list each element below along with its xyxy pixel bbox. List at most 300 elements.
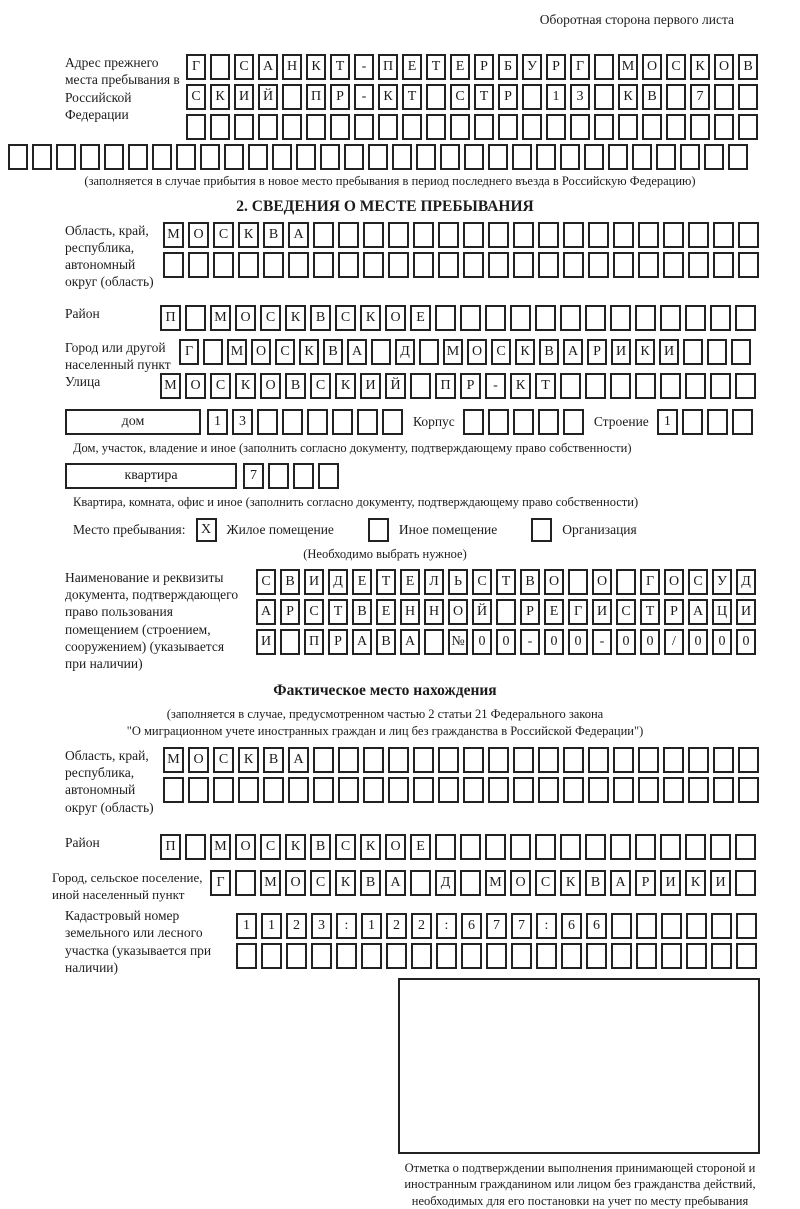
char-cell [488,747,509,773]
char-cell: С [616,599,636,625]
char-cell [735,373,756,399]
char-cell [176,144,196,170]
char-cell [570,114,590,140]
char-cell: К [306,54,326,80]
char-cell [282,409,303,435]
char-cell: П [435,373,456,399]
char-cell: А [352,629,372,655]
char-cell [435,834,456,860]
char-cell [663,777,684,803]
char-cell: С [304,599,324,625]
char-cell [738,747,759,773]
char-cell: 1 [361,913,382,939]
char-cell: Т [376,569,396,595]
char-cell: С [275,339,295,365]
section2-oblast-row-1 [163,222,763,248]
char-cell: Й [472,599,492,625]
char-cell [560,305,581,331]
kvartira-box-label: квартира [65,463,237,489]
char-cell: М [210,305,231,331]
confirmation-stamp-box [398,978,760,1154]
char-cell: Б [498,54,518,80]
char-cell [661,943,682,969]
char-cell [56,144,76,170]
char-cell: В [323,339,343,365]
char-cell: Т [402,84,422,110]
char-cell [738,777,759,803]
char-cell [488,252,509,278]
char-cell [104,144,124,170]
char-cell [163,252,184,278]
char-cell [588,222,609,248]
char-cell [632,144,652,170]
char-cell [485,834,506,860]
char-cell: : [536,913,557,939]
char-cell: Г [640,569,660,595]
char-cell [463,252,484,278]
char-cell: Е [352,569,372,595]
char-cell [613,777,634,803]
char-cell [128,144,148,170]
char-cell [688,777,709,803]
actual-gorod-row [8,870,792,903]
prev-address-label: Адрес прежнего места пребывания в Российской Федерации [65,55,180,122]
char-cell [735,834,756,860]
char-cell: 1 [236,913,257,939]
char-cell [363,252,384,278]
char-cell: 7 [486,913,507,939]
char-cell: О [544,569,564,595]
korpus-label: Корпус [413,414,455,430]
char-cell: Р [635,870,656,896]
char-cell [563,252,584,278]
char-cell: Е [410,305,431,331]
stamp-caption: Отметка о подтверждении выполнения принимающей стороной и иностранным гражданином или лицом без гражданства действий, необходимых для его постановки на учет по месту пребывания [404,1161,756,1208]
char-cell [461,943,482,969]
char-cell [588,252,609,278]
doc-row-2 [256,599,760,625]
char-cell: : [436,913,457,939]
char-cell [426,114,446,140]
char-cell [638,222,659,248]
char-cell [392,144,412,170]
cadastre-row-1 [236,913,761,939]
char-cell [568,569,588,595]
stroenie-label: Строение [593,414,649,430]
char-cell [635,305,656,331]
char-cell: Ь [448,569,468,595]
char-cell [535,305,556,331]
prev-address-caption: (заполняется в случае прибытия в новое место пребывания в период последнего въезда в Российскую Федерацию) [84,174,696,188]
char-cell [713,747,734,773]
char-cell: Т [426,54,446,80]
checkbox-inoe [368,518,389,542]
char-cell [560,834,581,860]
char-cell [711,943,732,969]
char-cell: Р [280,599,300,625]
char-cell [736,943,757,969]
char-cell [32,144,52,170]
actual-location-title: Фактическое место нахождения [273,682,497,700]
doc-grid [256,569,760,659]
char-cell: - [354,84,374,110]
char-cell [402,114,422,140]
char-cell: К [238,747,259,773]
char-cell [338,777,359,803]
char-cell [210,54,230,80]
char-cell [413,747,434,773]
char-cell: Р [330,84,350,110]
char-cell [8,144,28,170]
char-cell: К [510,373,531,399]
char-cell [424,629,444,655]
char-cell: В [263,747,284,773]
char-cell: Н [282,54,302,80]
char-cell [536,943,557,969]
char-cell: В [642,84,662,110]
char-cell: К [360,834,381,860]
actual-gorod-cells [210,870,760,896]
char-cell [535,834,556,860]
char-cell: Й [385,373,406,399]
char-cell: С [234,54,254,80]
actual-oblast-grid [163,747,763,807]
char-cell [463,222,484,248]
section2-gorod-cells [179,339,755,365]
char-cell: Е [402,54,422,80]
char-cell [594,84,614,110]
char-cell: Т [640,599,660,625]
char-cell: С [260,305,281,331]
char-cell [188,777,209,803]
char-cell: А [385,870,406,896]
char-cell [611,943,632,969]
char-cell [538,409,559,435]
char-cell: К [285,305,306,331]
char-cell [368,144,388,170]
char-cell [463,747,484,773]
char-cell: О [664,569,684,595]
char-cell [738,114,758,140]
char-cell: Р [460,373,481,399]
section2-title: 2. СВЕДЕНИЯ О МЕСТЕ ПРЕБЫВАНИЯ [236,197,534,215]
actual-raion-row [8,834,792,864]
char-cell: 1 [546,84,566,110]
char-cell: П [160,305,181,331]
char-cell [313,252,334,278]
char-cell [460,834,481,860]
char-cell [666,114,686,140]
char-cell [263,777,284,803]
actual-oblast-row-1 [163,747,763,773]
char-cell [293,463,314,489]
char-cell [613,252,634,278]
char-cell [413,222,434,248]
char-cell: С [666,54,686,80]
char-cell [185,834,206,860]
char-cell [707,339,727,365]
char-cell: П [160,834,181,860]
char-cell: А [610,870,631,896]
char-cell [296,144,316,170]
char-cell [731,339,751,365]
char-cell [203,339,223,365]
char-cell [286,943,307,969]
char-cell: К [685,870,706,896]
char-cell [710,305,731,331]
char-cell [685,305,706,331]
char-cell [80,144,100,170]
char-cell: Р [664,599,684,625]
char-cell [635,373,656,399]
char-cell [618,114,638,140]
char-cell [685,834,706,860]
section2-oblast-label: Область, край, республика, автономный округ (область) [65,222,154,290]
dom-cells [207,409,407,435]
char-cell [613,222,634,248]
char-cell: В [539,339,559,365]
char-cell [363,777,384,803]
char-cell [560,144,580,170]
char-cell [586,943,607,969]
char-cell [666,84,686,110]
char-cell [738,252,759,278]
char-cell: Д [435,870,456,896]
actual-oblast-row-2 [163,777,763,803]
char-cell: В [585,870,606,896]
char-cell [638,747,659,773]
char-cell: К [238,222,259,248]
char-cell [682,409,703,435]
char-cell [714,114,734,140]
char-cell [638,252,659,278]
char-cell: М [227,339,247,365]
char-cell: В [738,54,758,80]
char-cell: О [251,339,271,365]
char-cell: А [400,629,420,655]
char-cell: И [304,569,324,595]
char-cell [713,252,734,278]
char-cell [224,144,244,170]
actual-location-note-2: "О миграционном учете иностранных граждан и лиц без гражданства в Российской Федерации") [126,723,644,738]
char-cell [388,222,409,248]
char-cell [522,114,542,140]
char-cell: / [664,629,684,655]
char-cell: Р [474,54,494,80]
char-cell [538,222,559,248]
char-cell [732,409,753,435]
char-cell [513,222,534,248]
char-cell [616,569,636,595]
char-cell: С [472,569,492,595]
char-cell [330,114,350,140]
char-cell: К [560,870,581,896]
char-cell: М [260,870,281,896]
char-cell [608,144,628,170]
char-cell: В [310,305,331,331]
char-cell [282,114,302,140]
char-cell: 1 [657,409,678,435]
char-cell [363,747,384,773]
korpus-cells [463,409,588,435]
char-cell [386,943,407,969]
char-cell [213,777,234,803]
char-cell [354,114,374,140]
char-cell [585,373,606,399]
page-side-note: Оборотная сторона первого листа [539,12,734,27]
char-cell: 3 [570,84,590,110]
char-cell [663,222,684,248]
actual-raion-label: Район [65,834,100,850]
char-cell: В [360,870,381,896]
checkbox-organizatsiya [531,518,552,542]
char-cell [460,305,481,331]
char-cell: 7 [690,84,710,110]
char-cell: Н [424,599,444,625]
char-cell [635,834,656,860]
char-cell: О [714,54,734,80]
char-cell: А [256,599,276,625]
char-cell: К [618,84,638,110]
kvartira-caption: Квартира, комната, офис и иное (заполнить согласно документу, подтверждающему право собственности) [73,494,639,509]
doc-row-1 [256,569,760,595]
doc-section [8,569,792,673]
section2-raion-cells [160,305,760,331]
char-cell: А [563,339,583,365]
option-label-organizatsiya: Организация [562,522,637,538]
char-cell: В [263,222,284,248]
char-cell: - [592,629,612,655]
char-cell: С [491,339,511,365]
char-cell [488,777,509,803]
char-cell: Р [498,84,518,110]
char-cell: А [288,747,309,773]
prev-address-row-2 [186,84,762,110]
place-type-row [73,518,792,542]
char-cell [496,599,516,625]
char-cell: К [690,54,710,80]
kvartira-cells [243,463,343,489]
char-cell: Е [544,599,564,625]
char-cell: К [335,373,356,399]
char-cell [686,943,707,969]
char-cell [522,84,542,110]
char-cell: О [185,373,206,399]
char-cell: О [188,747,209,773]
char-cell: К [210,84,230,110]
char-cell: К [635,339,655,365]
char-cell [450,114,470,140]
char-cell [563,747,584,773]
char-cell [707,409,728,435]
char-cell [512,144,532,170]
char-cell: К [515,339,535,365]
char-cell: О [592,569,612,595]
char-cell [257,409,278,435]
char-cell: 1 [207,409,228,435]
section2-kvartira-row [8,463,792,493]
char-cell: Д [736,569,756,595]
char-cell [735,870,756,896]
char-cell: В [280,569,300,595]
char-cell: А [258,54,278,80]
char-cell [713,777,734,803]
char-cell [320,144,340,170]
char-cell [488,144,508,170]
char-cell: 2 [386,913,407,939]
char-cell: П [304,629,324,655]
char-cell [711,913,732,939]
char-cell [413,252,434,278]
char-cell [728,144,748,170]
char-cell: Е [410,834,431,860]
char-cell [318,463,339,489]
char-cell [460,870,481,896]
char-cell: М [163,747,184,773]
char-cell [613,747,634,773]
char-cell: О [235,834,256,860]
char-cell: 0 [712,629,732,655]
char-cell: - [520,629,540,655]
char-cell [710,373,731,399]
section2-gorod-label: Город или другой населенный пункт [65,339,171,372]
char-cell [426,84,446,110]
char-cell [236,943,257,969]
char-cell [388,747,409,773]
section2-gorod-row [8,339,792,374]
char-cell: Т [330,54,350,80]
char-cell [488,222,509,248]
char-cell: 2 [286,913,307,939]
stroenie-cells [657,409,757,435]
char-cell: И [592,599,612,625]
char-cell [313,777,334,803]
section2-raion-label: Район [65,305,100,321]
option-label-zhiloe: Жилое помещение [226,522,334,538]
section2-ulitsa-row [8,373,792,403]
char-cell: О [385,305,406,331]
char-cell: В [310,834,331,860]
char-cell: - [354,54,374,80]
char-cell: Г [179,339,199,365]
char-cell: М [210,834,231,860]
section2-raion-row [8,305,792,335]
char-cell [235,870,256,896]
char-cell: Т [535,373,556,399]
char-cell: А [347,339,367,365]
char-cell: О [260,373,281,399]
char-cell: 6 [586,913,607,939]
char-cell [363,222,384,248]
char-cell [686,913,707,939]
char-cell [268,463,289,489]
char-cell [690,114,710,140]
actual-raion-cells [160,834,760,860]
char-cell: 3 [232,409,253,435]
char-cell: С [213,747,234,773]
char-cell: К [378,84,398,110]
char-cell [338,252,359,278]
char-cell: В [285,373,306,399]
char-cell [735,305,756,331]
char-cell [704,144,724,170]
char-cell: П [306,84,326,110]
cadastre-label: Кадастровый номер земельного или лесного участка (указывается при наличии) [65,908,212,975]
char-cell [610,373,631,399]
char-cell: У [712,569,732,595]
cadastre-row-2 [236,943,761,969]
place-type-caption: (Необходимо выбрать нужное) [303,547,467,562]
